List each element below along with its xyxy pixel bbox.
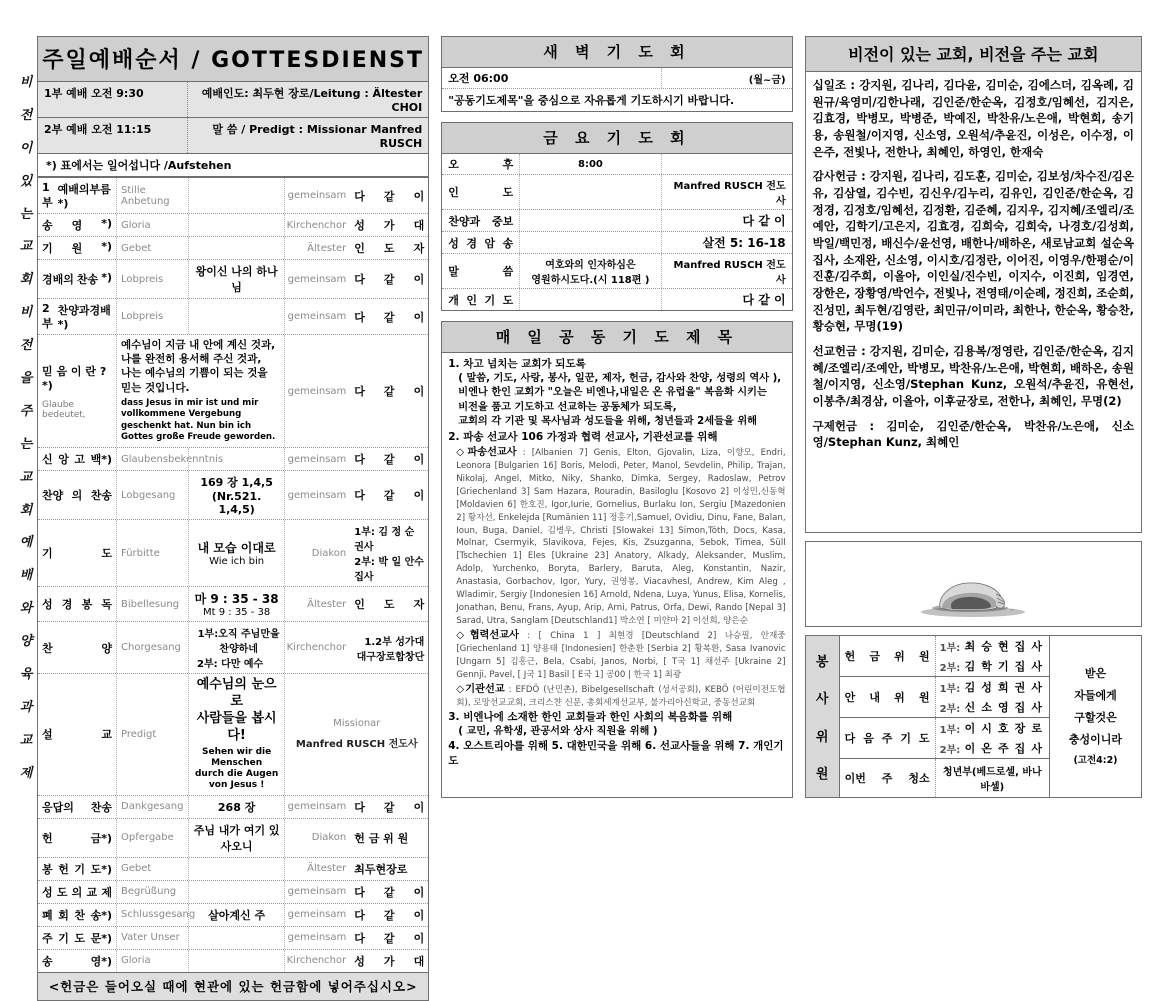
order-item-role: Kirchenchor xyxy=(284,622,350,673)
duty-verse-reference: (고전4:2) xyxy=(1073,755,1118,766)
dawn-prayer-section xyxy=(441,36,792,112)
daily-prayer-section xyxy=(441,321,792,798)
order-item-role: gemeinsam xyxy=(284,904,350,926)
order-item-assignee: 최두현장로 xyxy=(354,862,408,876)
friday-row-content xyxy=(520,175,661,209)
dawn-prayer-time-row xyxy=(442,68,791,89)
order-item-german: Begrüßung xyxy=(116,881,188,903)
order-item-german: Gebet xyxy=(116,237,188,259)
duty-side-char: 원 xyxy=(815,766,829,782)
prayer-item-heading: 4. 오스트리아를 위해 5. 대한민국을 위해 6. 선교사들을 위해 7. 개인기도 xyxy=(448,740,784,768)
duty-service-part: 1부: xyxy=(939,642,961,654)
order-item-german: Vater Unser xyxy=(116,927,188,949)
order-item-content: 169 장 1,4,5 (Nr.521. 1,4,5) xyxy=(188,471,284,519)
vertical-slogan-char: 교 xyxy=(19,469,33,485)
order-item-assignee: 성 가 대 xyxy=(354,219,425,232)
worship-order-row xyxy=(38,950,428,972)
friday-prayer-row xyxy=(442,175,791,210)
worship-order-table xyxy=(37,178,429,973)
friday-prayer-table xyxy=(441,154,792,311)
order-item-assignee: 다 같 이 xyxy=(354,310,425,324)
order-item-role: Diakon xyxy=(284,819,350,857)
giving-category-label: 구제헌금 : xyxy=(812,418,875,433)
standing-note: *) 표에서는 일어섭니다 /Aufstehen xyxy=(38,154,428,177)
order-item-role: gemeinsam xyxy=(284,796,350,818)
order-item-assignee: 다 같 이 xyxy=(354,885,425,899)
order-item-content xyxy=(188,214,284,236)
worship-order-row xyxy=(38,471,428,520)
order-item-german: Glaubensbekenntnis xyxy=(116,448,188,470)
dawn-prayer-note-row xyxy=(442,89,791,111)
order-item-role: gemeinsam xyxy=(284,178,350,213)
vertical-slogan-char: 주 xyxy=(19,403,33,419)
duty-row xyxy=(840,759,1049,797)
worship-order-row xyxy=(38,927,428,950)
order-item-assignee: 인 도 자 xyxy=(354,598,425,612)
page-title: 주일예배순서 / GOTTESDIENST xyxy=(37,36,429,82)
order-item-role: Ältester xyxy=(284,237,350,259)
order-item-content: 예수님이 지금 내 안에 계신 것과, 나를 완전히 용서해 주신 것과, 나는 예수님의 기쁨이 되는 것을 믿는 것입니다. dass Jesus in mir ist und mir vollkommene Vergebung geschenkt hat. Nun bin ich Gottes große Freude geworden. xyxy=(116,335,284,447)
giving-category-block: 십일조 : 강지원, 김나리, 김다윤, 김미순, 김에스더, 김옥례, 김원규/육영미/김한나래, 김인준/한순옥, 김정호/임혜선, 김지은, 김효경, 박병모, 박병준, 박예진, 박찬유/노은애, 박현희, 송기용, 송원철/이지영, 신소영, 오원석/추윤진, 이성은, 이수정, 이은주, 전빛나, 전한나, 최혜인, 하영인, 한재숙 xyxy=(812,78,1134,159)
duty-role-label: 헌 금 위 원 xyxy=(840,636,936,676)
vertical-slogan-char: 는 xyxy=(19,206,33,222)
vertical-slogan-char: 회 xyxy=(19,272,33,288)
vertical-slogan-char: 비 xyxy=(19,75,33,90)
order-item-german: Gloria xyxy=(116,950,188,972)
order-item-content: 살아계신 주 xyxy=(188,904,284,926)
duty-assignee-group xyxy=(936,677,1049,717)
duty-verse-line: 구할것은 xyxy=(1074,711,1117,724)
prayer-item-sub: 비엔나 한인 교회가 "오늘은 비엔나,내일은 온 유럽을" 복음화 시키는 xyxy=(458,387,767,399)
order-item-content: 268 장 xyxy=(188,796,284,818)
order-item-content xyxy=(188,237,284,259)
order-item-german: Opfergabe xyxy=(116,819,188,857)
order-item-german: Schlussgesang xyxy=(116,904,188,926)
duty-verse-line: 받은 xyxy=(1084,667,1107,680)
vision-title: 비전이 있는 교회, 비전을 주는 교회 xyxy=(805,36,1142,72)
order-item-korean: 기 원 *) xyxy=(42,240,112,255)
order-item-assignee: 다 같 이 xyxy=(354,453,425,467)
order-item-german: Dankgesang xyxy=(116,796,188,818)
service-meta-table xyxy=(37,82,429,178)
order-item-content xyxy=(188,950,284,972)
friday-row-label: 개 인 기 도 xyxy=(442,289,520,310)
order-item-content xyxy=(188,858,284,880)
worship-order-row xyxy=(38,904,428,927)
worship-order-row xyxy=(38,237,428,260)
duty-role-label: 다 음 주 기 도 xyxy=(840,718,936,758)
order-item-korean: 믿 음 이 란 ?*) Glaube bedeutet, xyxy=(42,364,107,420)
vertical-slogan-char: 전 xyxy=(19,107,33,123)
duty-assignee-line xyxy=(936,718,1049,738)
order-item-content: 예수님의 눈으로 사람들을 봅시다! Sehen wir die Menschen durch die Augen von Jesus ! xyxy=(188,674,284,795)
prayer-item-sub: 비전을 품고 기도하고 선교하는 공동체가 되도록, xyxy=(458,401,677,413)
missionary-name-list: ◇기관선교 : EFDÖ (난민촌), Bibelgesellschaft (성서공회), KEBÖ (어린이전도협회), 로망선교교회, 크리스챤 신문, 총회세계선교부, 불가리아신학교, 중동선교회 xyxy=(456,683,786,708)
order-item-assignee: 다 같 이 xyxy=(354,800,425,814)
order-item-role: gemeinsam xyxy=(284,448,350,470)
dawn-prayer-days: (월~금) xyxy=(748,74,786,86)
duty-service-part: 2부: xyxy=(939,703,961,715)
worship-order-row xyxy=(38,260,428,299)
middle-column xyxy=(441,36,792,798)
friday-row-content xyxy=(520,232,661,253)
order-item-role: Kirchenchor xyxy=(284,214,350,236)
prayer-item-heading: 3. 비엔나에 소재한 한인 교회들과 한인 사회의 복음화를 위해 xyxy=(448,710,733,723)
friday-row-assignee xyxy=(662,154,792,174)
worship-order-row xyxy=(38,520,428,587)
vertical-slogan-char: 제 xyxy=(19,765,33,781)
order-item-german: Predigt xyxy=(116,674,188,795)
worship-order-row xyxy=(38,587,428,622)
order-item-korean: 2부 찬양과경배*) xyxy=(42,302,111,331)
order-item-role: gemeinsam xyxy=(284,299,350,334)
order-item-korean: 설 교 xyxy=(42,728,112,742)
order-item-role: gemeinsam xyxy=(284,335,350,447)
service-2-label: 2부 예배 오전 11:15 xyxy=(38,118,188,153)
friday-prayer-row xyxy=(442,154,791,175)
vertical-slogan-char: 을 xyxy=(19,371,33,387)
worship-order-row xyxy=(38,335,428,448)
worship-order-row xyxy=(38,674,428,796)
friday-row-label: 인 도 xyxy=(442,175,520,209)
friday-prayer-row xyxy=(442,210,791,232)
worship-order-row xyxy=(38,448,428,471)
order-item-content: 주님 내가 여기 있사오니 xyxy=(188,819,284,857)
duty-assignee-line xyxy=(936,677,1049,697)
order-item-assignee: 성 가 대 xyxy=(354,954,425,968)
vertical-slogan-char: 는 xyxy=(19,436,33,452)
duty-person-name: 이 시 호 장 로 xyxy=(964,722,1042,735)
order-item-assignee: 다 같 이 xyxy=(354,189,425,203)
prayer-item-sub: ( 말씀, 기도, 사랑, 봉사, 일꾼, 제자, 헌금, 감사와 찬양, 성령의 역사 ), xyxy=(458,372,782,384)
order-item-role: Diakon xyxy=(284,520,350,586)
order-item-german: Gloria xyxy=(116,214,188,236)
prayer-item-sub: 교회의 각 기관 및 목사님과 성도들을 위해, 청년들과 2세들을 위해 xyxy=(458,416,757,428)
offering-footer-note: <헌금은 들어오실 때에 현관에 있는 헌금함에 넣어주십시오> xyxy=(37,973,429,1001)
vertical-slogan-char: 배 xyxy=(19,568,33,584)
prayer-item-heading: 1. 차고 넘치는 교회가 되도록 xyxy=(448,358,586,370)
right-column xyxy=(805,36,1142,798)
duty-row xyxy=(840,718,1049,759)
giving-category-block: 선교헌금 : 강지원, 김미순, 김용복/정영란, 김인준/한순옥, 김지혜/조엘리/조예안, 박병모, 박찬유/노은애, 박현희, 배하온, 송원철/이지영, 신소영/Stephan Kunz, 오원석/추윤진, 유현선, 이봉추/최경삼, 이올아, 이후균장로, 전한나, 최혜인, 무명(2) xyxy=(812,344,1134,409)
missionary-name-list: ◇파송선교사 : [Albanien 7] Genis, Elton, Gjovalin, Liza, 이향모, Endri, Leonora [Bulgarien 16] Boris, Melodi, Peter, Manol, Sevdelin, Philip, Trajan, Nikolaj, Angel, Mitko, Niky, Shanko, Dimka, Sergey, Radoslaw, Petrov [Griechenland 3] Sam Hazara, Rouradin, Basiloglu [Kosovo 2] 이성민,신동혁[Moldavien 6] 한호진, Igor,Iurie, Gornelius, Burlaku Ion, Sergiu [Mazedonien 2] 황자선, Enkelejda [Rumänien 11] 정홍기,Samuel, Ovidiu, Dinu, Fane, Balan, Ioun, Buga, Daniel, 김병우, Christi [Slowakei 13] Simon,Tóth, Docs, Kasa, Molnar, Csermyik, Slavikova, Fejes, Kis, Zsuzganna, Sebok, Timea, Süll [Tschechien 1] Eles [Ukraine 23] Anatory, Alkady, Aleksander, Muslim, Adolp, Yurchenko, Boryta, Barlery, Baruta, Aleg, Konstantin, Nazir, Anastasia, Gorbachov, Igor, Yury, 권영봉, Viacavhesl, Andrew, Kim Aleg , Wladimir, Sergiy [Indonesien 16] Arnold, Ndena, Luya, Yunus, Elisa, Kornelis, Jonathan, Benu, Frans, Ayup, Arip, Arni, Patrus, Orfa, Dewi, Rando [Nepal 3] Sarad, Utra, Sanglam [Deutschland1] 박소연 [ 미얀마 2] 이선희, 양은순 xyxy=(456,446,786,626)
order-item-content xyxy=(188,178,284,213)
friday-row-label: 성 경 암 송 xyxy=(442,232,520,253)
vertical-slogan-char: 이 xyxy=(19,140,33,156)
service-meta-row xyxy=(38,118,428,154)
giving-category-block: 구제헌금 : 김미순, 김인준/한순옥, 박찬유/노은애, 신소영/Stephan Kunz, 최혜인 xyxy=(812,418,1134,450)
worship-order-row xyxy=(38,299,428,335)
service-1-label: 1부 예배 오전 9:30 xyxy=(38,82,188,117)
worship-order-row xyxy=(38,858,428,881)
duty-person-name: 신 소 영 집 사 xyxy=(964,701,1042,714)
duty-side-label xyxy=(806,636,840,797)
duty-role-label: 이번 주 청소 xyxy=(840,759,936,797)
worship-order-row xyxy=(38,178,428,214)
order-item-korean: 1부 예배의부름*) xyxy=(42,181,111,210)
prayer-item-sub: ( 교민, 유학생, 관공서와 상사 직원을 위해 ) xyxy=(458,725,658,737)
service-1-leader: 예배인도: 최두현 장로/Leitung : Ältester CHOI xyxy=(201,87,423,114)
order-item-korean: 폐 회 찬 송*) xyxy=(42,908,112,922)
order-item-content: 1부:오직 주님만을 찬양하네 2부: 다만 예수 xyxy=(188,622,284,673)
worship-order-row xyxy=(38,881,428,904)
duty-assignee-line xyxy=(936,656,1049,676)
duty-role-label: 안 내 위 원 xyxy=(840,677,936,717)
order-item-role: Kirchenchor xyxy=(284,950,350,972)
missionary-name-list: ◇협력선교사 : [ China 1 ] 최현경 [Deutschland 2] 나승필, 안재중 [Griechenland 1] 양용태 [Indonesien] 한춘환 [Serbia 2] 황복환, Sasa Ivanovic [Ungarn 5] 김흥근, Bela, Csabi, Janos, Norbi, [ T국 1] 채선주 [Ukraine 2] Gennji, Pavel, [ J국 1] Basil [ E국 1] 공00 | 한국 1] 최광 xyxy=(456,629,786,680)
friday-prayer-row xyxy=(442,232,791,254)
duty-side-char: 봉 xyxy=(815,655,829,671)
service-2-preacher: 말 씀 / Predigt : Missionar Manfred RUSCH xyxy=(212,123,423,150)
duty-person-name: 이 온 주 집 사 xyxy=(964,742,1042,755)
friday-row-assignee: Manfred RUSCH 전도사 xyxy=(673,181,786,207)
duty-person-name: 김 학 기 집 사 xyxy=(964,660,1042,673)
order-item-content xyxy=(188,299,284,334)
order-item-german: Lobpreis xyxy=(116,299,188,334)
order-item-korean: 성 도 의 교 제 xyxy=(42,885,112,899)
order-item-assignee: 다 같 이 xyxy=(354,385,425,399)
vertical-slogan-char: 과 xyxy=(19,699,33,715)
vertical-slogan-char: 교 xyxy=(19,732,33,748)
dawn-prayer-title: 새 벽 기 도 회 xyxy=(441,36,792,68)
order-item-german: Gebet xyxy=(116,858,188,880)
friday-row-content: 8:00 xyxy=(520,154,661,174)
order-item-assignee: 다 같 이 xyxy=(354,908,425,922)
order-item-german: Lobpreis xyxy=(116,260,188,298)
friday-row-label: 오 후 xyxy=(442,154,520,174)
order-item-german: Fürbitte xyxy=(116,520,188,586)
duty-row xyxy=(840,636,1049,677)
friday-row-content xyxy=(520,210,661,231)
order-item-role: gemeinsam xyxy=(284,927,350,949)
order-item-role: gemeinsam xyxy=(284,471,350,519)
svg-text:⌐: ⌐ xyxy=(1010,607,1016,614)
vertical-slogan-char: 예 xyxy=(19,535,33,551)
order-item-content xyxy=(188,448,284,470)
order-item-assignee: 헌 금 위 원 xyxy=(354,831,409,845)
duty-service-part: 2부: xyxy=(939,744,961,756)
daily-prayer-title: 매 일 공 동 기 도 제 목 xyxy=(441,321,792,353)
kneeling-figure-icon xyxy=(898,568,1048,620)
order-item-assignee: 다 같 이 xyxy=(354,489,425,503)
order-item-korean: 송 영 *) xyxy=(42,217,112,232)
order-item-role: Ältester xyxy=(284,858,350,880)
worship-order-row xyxy=(38,796,428,819)
dawn-prayer-time: 오전 06:00 xyxy=(442,68,661,88)
order-item-german: Chorgesang xyxy=(116,622,188,673)
friday-prayer-section xyxy=(441,122,792,311)
order-item-content: 마 9 : 35 - 38 Mt 9 : 35 - 38 xyxy=(188,587,284,621)
friday-row-assignee: Manfred RUSCH 전도사 xyxy=(673,260,786,286)
order-item-korean: 송 영*) xyxy=(42,954,112,968)
duty-roster-table xyxy=(805,635,1142,798)
prayer-item-heading: 2. 파송 선교사 106 가정과 협력 선교사, 기관선교를 위해 xyxy=(448,430,718,443)
order-item-korean: 봉 헌 기 도*) xyxy=(42,862,112,876)
duty-bible-verse xyxy=(1049,636,1141,797)
vertical-slogan-char: 있 xyxy=(19,173,33,189)
order-item-korean: 헌 금*) xyxy=(42,831,112,845)
dawn-prayer-note: "공동기도제목"을 중심으로 자유롭게 기도하시기 바랍니다. xyxy=(448,94,735,107)
left-column xyxy=(18,36,429,994)
order-item-assignee: 다 같 이 xyxy=(354,931,425,945)
order-item-korean: 찬 양 xyxy=(42,641,112,655)
giving-list xyxy=(805,72,1142,533)
giving-category-block: 감사헌금 : 강지원, 김나리, 김도훈, 김미순, 김보성/차수진/김온유, 김삼열, 김수빈, 김신우/김누리, 김유인, 김인준/한순옥, 김정경, 김정호/임혜선, 김정환, 김준혜, 김지우, 김지혜/조엘리/조예안, 김학기/고은지, 김효경, 김희숙, 김희숙, 나경호/김성희, 박일/백민정, 배신수/윤선영, 배한나/배하온, 새로남교회 설순옥집사, 소재완, 신소영, 이시호/김정란, 이어진, 이영우/한평순/이진훈/김주희, 이올아, 이인실/진수빈, 이지수, 이진희, 임경연, 장한은, 장황영/박언수, 전빛나, 전영태/이순례, 정진희, 조순희, 진성민, 최두현/김영란, 최민규/이미라, 최한나, 한순옥, 황승찬, 황승현, 무명(19) xyxy=(812,169,1134,334)
duty-assignee-line xyxy=(936,636,1049,656)
order-item-korean: 신 앙 고 백*) xyxy=(42,453,112,467)
duty-verse-line: 충성이니라 xyxy=(1068,733,1123,746)
duty-assignee-line xyxy=(936,738,1049,758)
order-item-german: Lobgesang xyxy=(116,471,188,519)
duty-assignee-group xyxy=(936,718,1049,758)
duty-service-part: 1부: xyxy=(939,683,961,695)
order-item-korean: 기 도 xyxy=(42,547,112,561)
order-item-assignee: 1.2부 성가대 대구장로합창단 xyxy=(356,636,425,663)
order-item-role: gemeinsam xyxy=(284,260,350,298)
order-item-content: 왕이신 나의 하나님 xyxy=(188,260,284,298)
order-item-german: Stille Anbetung xyxy=(116,178,188,213)
worship-order-row xyxy=(38,214,428,237)
order-item-german: Bibellesung xyxy=(116,587,188,621)
vertical-slogan-char: 양 xyxy=(19,634,33,650)
vertical-slogan-char: 교 xyxy=(19,239,33,255)
order-item-assignee: Missionar Manfred RUSCH 전도사 xyxy=(284,674,428,795)
order-item-content: 내 모습 이대로 Wie ich bin xyxy=(188,520,284,586)
friday-row-label: 찬양과 중보 xyxy=(442,210,520,231)
duty-service-part: 1부: xyxy=(939,724,961,736)
friday-row-content xyxy=(520,289,661,310)
duty-assignee-line xyxy=(936,697,1049,717)
service-meta-row xyxy=(38,82,428,118)
giving-category-label: 감사헌금 : xyxy=(812,169,866,184)
friday-row-label: 말 씀 xyxy=(442,254,520,288)
worship-order-row xyxy=(38,819,428,858)
duty-cleaning-team: 청년부(베드로셀, 바나바셀) xyxy=(942,767,1042,793)
worship-order-row xyxy=(38,622,428,674)
vertical-slogan-char: 와 xyxy=(19,601,33,617)
duty-assignee-group xyxy=(936,636,1049,676)
order-item-assignee: 다 같 이 xyxy=(354,273,425,286)
duty-side-char: 사 xyxy=(815,692,829,708)
order-item-content xyxy=(188,881,284,903)
daily-prayer-list xyxy=(441,353,792,798)
friday-row-assignee: 다 같 이 xyxy=(742,293,786,307)
friday-prayer-row xyxy=(442,289,791,310)
vertical-slogan-strip xyxy=(18,36,34,798)
order-item-content xyxy=(188,927,284,949)
order-item-role: gemeinsam xyxy=(284,881,350,903)
duty-verse-line: 자들에게 xyxy=(1074,689,1117,702)
vertical-slogan-char: 회 xyxy=(19,502,33,518)
duty-side-char: 위 xyxy=(815,729,829,745)
vertical-slogan-char: 비 xyxy=(19,305,33,321)
order-item-korean: 경배의 찬송 *) xyxy=(42,271,112,286)
duty-row xyxy=(840,677,1049,718)
duty-person-name: 최 승 현 집 사 xyxy=(964,640,1042,653)
order-item-korean: 성 경 봉 독 xyxy=(42,598,112,612)
order-item-role: Ältester xyxy=(284,587,350,621)
order-item-korean: 찬양 의 찬송 xyxy=(42,489,112,503)
giving-category-label: 선교헌금 : xyxy=(812,344,866,359)
friday-prayer-row xyxy=(442,254,791,289)
vertical-slogan-char: 육 xyxy=(19,667,33,683)
order-item-assignee: 1부: 김 정 순 권사 2부: 박 일 안수집사 xyxy=(354,527,424,584)
order-item-korean: 응답의 찬송 xyxy=(42,800,112,814)
vertical-slogan-char: 전 xyxy=(19,338,33,354)
duty-rows xyxy=(840,636,1049,797)
duty-person-name: 김 성 희 권 사 xyxy=(964,681,1042,694)
duty-service-part: 2부: xyxy=(939,662,961,674)
friday-row-assignee: 살전 5: 16-18 xyxy=(702,236,786,250)
friday-row-content: 여호와의 인자하심은 영원하시도다.(시 118편 ) xyxy=(520,254,661,288)
order-item-korean: 주 기 도 문*) xyxy=(42,931,112,945)
decorative-illustration xyxy=(805,541,1142,627)
friday-prayer-title: 금 요 기 도 회 xyxy=(441,122,792,154)
friday-row-assignee: 다 같 이 xyxy=(742,214,786,228)
giving-category-label: 십일조 : xyxy=(812,78,855,92)
order-item-assignee: 인 도 자 xyxy=(354,242,425,255)
